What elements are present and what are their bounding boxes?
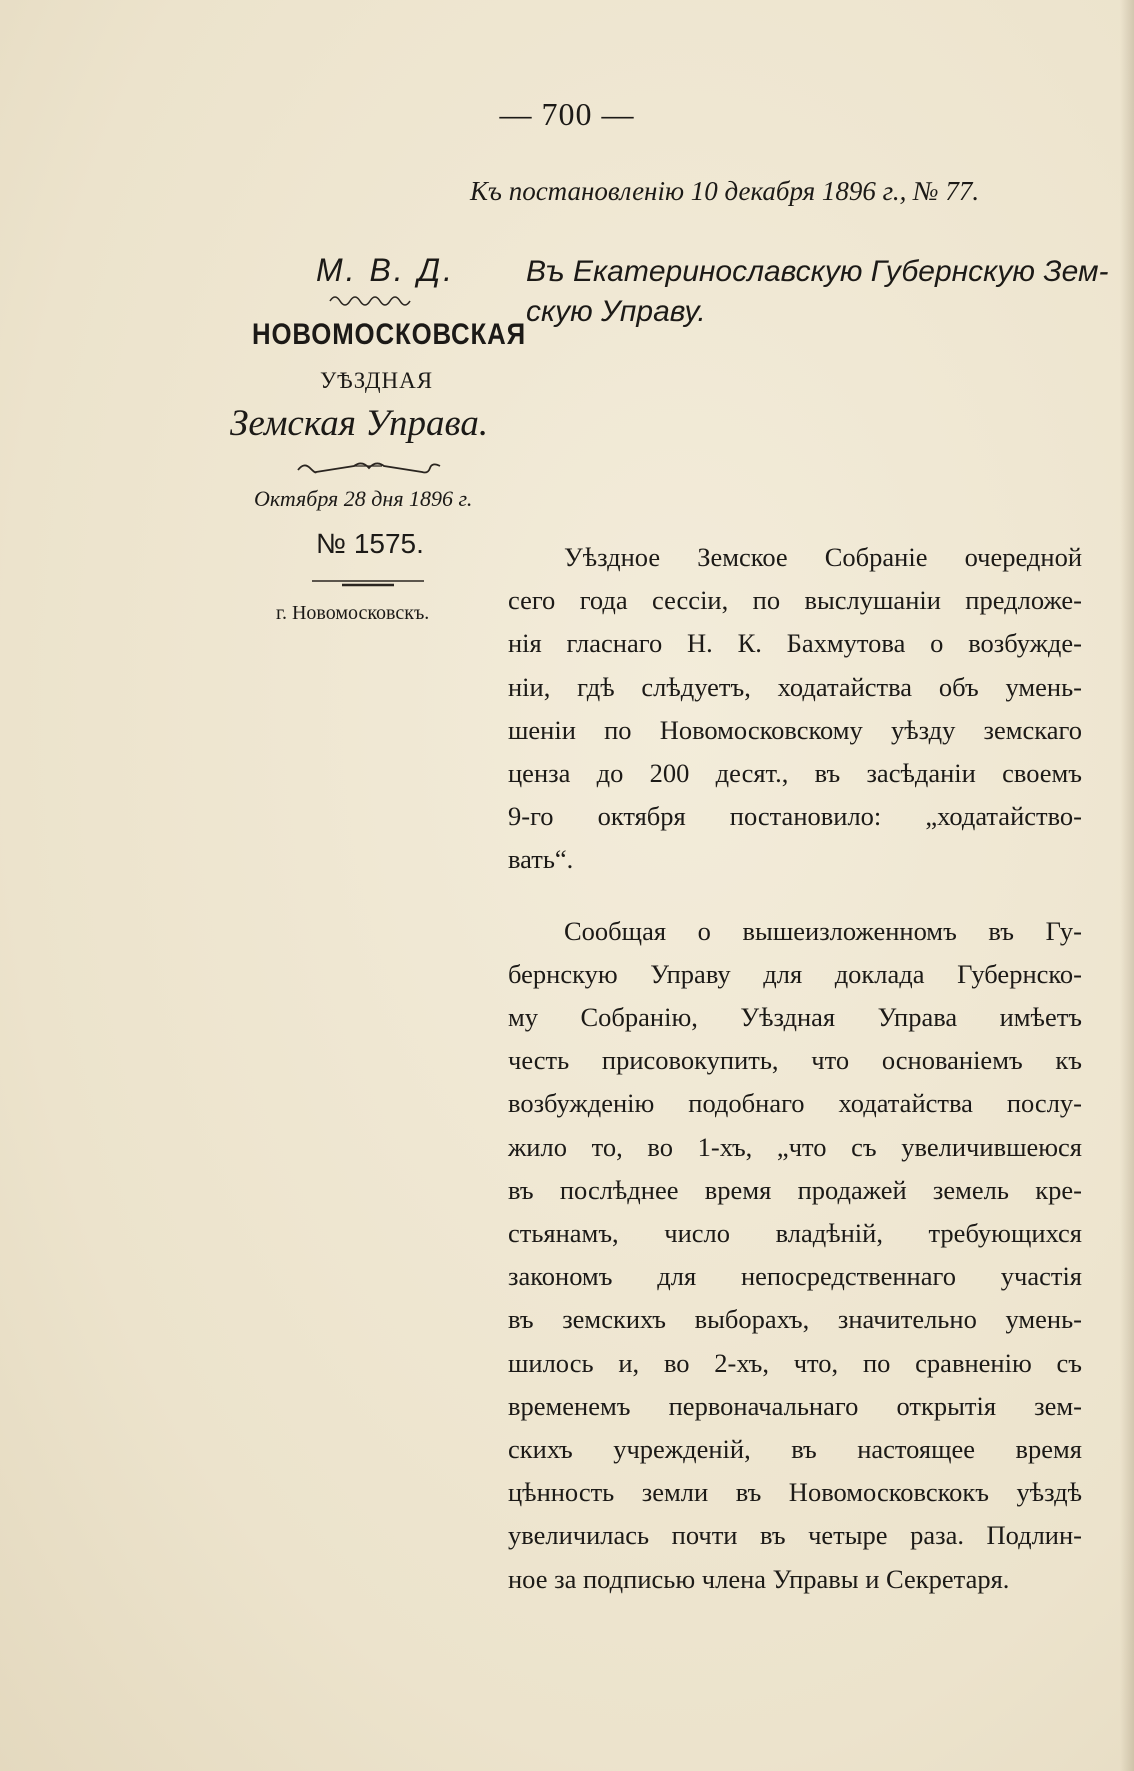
text-line: ценза до 200 десят., въ засѣданіи своемъ	[508, 758, 1082, 789]
addressee-line: скую Управу.	[526, 295, 706, 328]
addressee-line: Въ Екатеринославскую Губернскую Зем-	[526, 255, 1109, 288]
resolution-reference: Къ постановленію 10 декабря 1896 г., № 77.	[470, 176, 980, 206]
text-line: временемъ первоначальнаго открытія зем-	[508, 1390, 1082, 1421]
text-line: цѣнность земли въ Новомосковскокъ уѣздѣ	[508, 1477, 1082, 1508]
text-line: Сообщая о вышеизложенномъ въ Гу-	[564, 915, 1082, 946]
text-line: вать“.	[508, 844, 574, 875]
text-line: жило то, во 1-хъ, „что съ увеличившеюся	[508, 1131, 1082, 1162]
text-line: честь присовокупить, что основаніемъ къ	[508, 1045, 1082, 1076]
body-paragraph-1	[508, 536, 1082, 882]
sender-city: г. Новомосковскъ.	[276, 602, 430, 624]
double-rule-ornament-icon	[312, 578, 424, 588]
addressee	[526, 252, 1109, 332]
text-line: въ земскихъ выборахъ, значительно умень-	[508, 1304, 1082, 1335]
letter-body	[508, 536, 1082, 1601]
sender-organization-type: УѢЗДНАЯ	[320, 368, 434, 393]
ministry-abbreviation: М. В. Д.	[316, 252, 455, 288]
text-line: стьянамъ, число владѣній, требующихся	[508, 1218, 1082, 1249]
text-line: ное за подписью члена Управы и Секретаря.	[508, 1563, 1010, 1594]
text-line: закономъ для непосредственнаго участія	[508, 1261, 1082, 1292]
sender-organization-body: Земская Управа.	[230, 403, 489, 444]
text-line: увеличилась почти въ четыре раза. Подлин-	[508, 1520, 1082, 1551]
text-line: нія гласнаго Н. К. Бахмутова о возбужде-	[508, 628, 1082, 659]
text-line: му Собранію, Уѣздная Управа имѣетъ	[508, 1002, 1082, 1033]
text-line: шеніи по Новомосковскому уѣзду земскаго	[508, 714, 1082, 745]
tilde-ornament-icon	[328, 292, 418, 306]
text-line: Уѣздное Земское Собраніе очередной	[564, 542, 1082, 572]
scroll-ornament-icon	[294, 460, 444, 476]
sender-organization-name: НОВОМОСКОВСКАЯ	[252, 318, 527, 351]
text-line: въ послѣднее время продажей земель кре-	[508, 1174, 1082, 1205]
text-line: 9-го октября постановило: „ходатайство-	[508, 801, 1082, 832]
text-line: возбужденію подобнаго ходатайства послу-	[508, 1088, 1082, 1119]
letter-date: Октября 28 дня 1896 г.	[254, 486, 473, 511]
text-line: скихъ учрежденій, въ настоящее время	[508, 1434, 1082, 1465]
page-edge-shadow	[1120, 0, 1134, 1771]
body-paragraph-2	[508, 910, 1082, 1601]
page-number: — 700 —	[499, 96, 635, 132]
text-line: ніи, гдѣ слѣдуетъ, ходатайства объ умень-	[508, 671, 1082, 702]
text-line: шилось и, во 2-хъ, что, по сравненію съ	[508, 1347, 1082, 1378]
text-line: бернскую Управу для доклада Губернско-	[508, 958, 1082, 989]
letter-number: № 1575.	[316, 528, 424, 559]
text-line: сего года сессіи, по выслушаніи предложе-	[508, 585, 1082, 616]
